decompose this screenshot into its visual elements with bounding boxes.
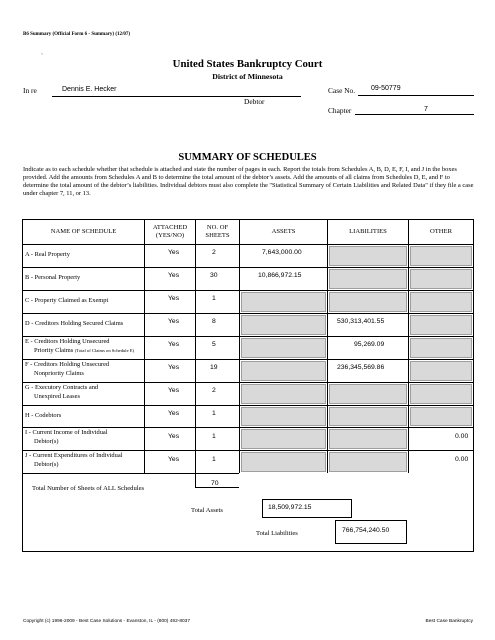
row-i-sheets: 1 (212, 433, 216, 440)
footer-brand: Best Case Bankruptcy (425, 619, 473, 624)
row-a-name: A - Real Property (25, 251, 70, 258)
row-f-name2: Nonpriority Claims (34, 370, 84, 377)
row-b-sheets: 30 (210, 272, 218, 279)
section-title: SUMMARY OF SCHEDULES (178, 152, 317, 163)
total-sheets-label: Total Number of Sheets of ALL Schedules (32, 485, 145, 492)
row-e-sheets: 5 (212, 341, 216, 348)
case-no-underline (358, 95, 474, 96)
form-id: B6 Summary (Official Form 6 - Summary) (12/07) (23, 32, 131, 37)
row-e-name: E - Creditors Holding Unsecured (25, 338, 110, 345)
row-b-name: B - Personal Property (25, 274, 81, 281)
row-c-attached: Yes (168, 295, 180, 302)
header-other: OTHER (430, 228, 452, 235)
row-e-note: (Total of Claims on Schedule E) (74, 348, 135, 353)
row-j-name: J - Current Expenditures of Individual (25, 452, 123, 459)
row-d-name: D - Creditors Holding Secured Claims (25, 320, 124, 327)
total-sheets: 70 (211, 480, 219, 487)
schedules-table (22, 219, 474, 552)
row-g-sheets: 2 (212, 387, 216, 394)
total-assets-label: Total Assets (191, 507, 223, 514)
row-g-name2: Unexpired Leases (34, 393, 80, 400)
row-h-attached: Yes (168, 410, 180, 417)
total-liabilities: 766,754,240.50 (342, 527, 390, 534)
row-h-name: H - Codebtors (25, 412, 62, 419)
row-e-attached: Yes (168, 341, 180, 348)
row-i-other: 0.00 (455, 433, 469, 440)
row-g-attached: Yes (168, 387, 180, 394)
header-sheets: NO. OF SHEETS (205, 224, 230, 239)
row-h-sheets: 1 (212, 410, 216, 417)
row-i-attached: Yes (168, 433, 180, 440)
chapter-label: Chapter (328, 106, 352, 115)
row-e-name2: Priority Claims (34, 347, 74, 354)
row-j-attached: Yes (168, 456, 180, 463)
total-liabilities-label: Total Liabilities (256, 530, 298, 537)
row-d-attached: Yes (168, 318, 180, 325)
case-no: 09-50779 (371, 85, 401, 92)
row-e-name-line2 (34, 347, 134, 355)
row-b-assets: 10,866,972.15 (258, 272, 302, 279)
header-attached: ATTACHED (YES/NO) (152, 224, 188, 239)
debtor-name: Dennis E. Hecker (62, 86, 117, 93)
row-g-name: G - Executory Contracts and (25, 384, 99, 391)
total-assets: 18,509,972.15 (268, 504, 312, 511)
row-i-name2: Debtor(s) (34, 438, 59, 445)
row-i-name: I - Current Income of Individual (25, 429, 108, 436)
row-a-attached: Yes (168, 249, 180, 256)
row-e-liabilities: 95,269.09 (354, 341, 385, 348)
footer-copyright: Copyright (c) 1996-2009 - Best Case Solutions - Evanston, IL - (800) 492-8037 (23, 619, 191, 624)
case-no-label: Case No. (328, 86, 356, 95)
row-c-sheets: 1 (212, 295, 216, 302)
row-b-attached: Yes (168, 272, 180, 279)
row-c-name: C - Property Claimed as Exempt (25, 297, 109, 304)
row-a-sheets: 2 (212, 249, 216, 256)
row-j-name2: Debtor(s) (34, 461, 59, 468)
header-liabilities: LIABILITIES (349, 228, 387, 235)
row-j-sheets: 1 (212, 456, 216, 463)
header-name: NAME OF SCHEDULE (50, 228, 117, 235)
row-f-attached: Yes (168, 364, 180, 371)
district: District of Minnesota (212, 72, 283, 81)
court-title: United States Bankruptcy Court (172, 58, 323, 70)
row-f-sheets: 19 (210, 364, 218, 371)
row-d-sheets: 8 (212, 318, 216, 325)
row-f-liabilities: 236,345,569.86 (337, 364, 385, 371)
row-a-assets: 7,643,000.00 (262, 249, 302, 256)
chapter-underline (355, 114, 474, 115)
instructions: Indicate as to each schedule whether that schedule is attached and state the number of pages in each. Report the totals from Schedules A, B, D, E, F, I, and J in the boxes provided. Add the amounts from Schedules A and B to determine the total amount of the debtor’s assets. Add the amounts of all claims from Schedules D, E, and F to determine the total amount of the debtor’s liabilities. Individual debtors must also complete the "Statistical Summary of Certain Liabilities and Related Data" if they file a case under chapter 7, 11, or 13. (23, 166, 474, 198)
tick-mark: ` (41, 54, 43, 60)
header-assets: ASSETS (271, 228, 296, 235)
row-j-other: 0.00 (455, 456, 469, 463)
in-re-label: In re (23, 86, 37, 95)
chapter-number: 7 (424, 106, 428, 113)
debtor-label: Debtor (244, 97, 265, 106)
row-d-liabilities: 530,313,401.55 (337, 318, 385, 325)
row-f-name: F - Creditors Holding Unsecured (25, 361, 110, 368)
